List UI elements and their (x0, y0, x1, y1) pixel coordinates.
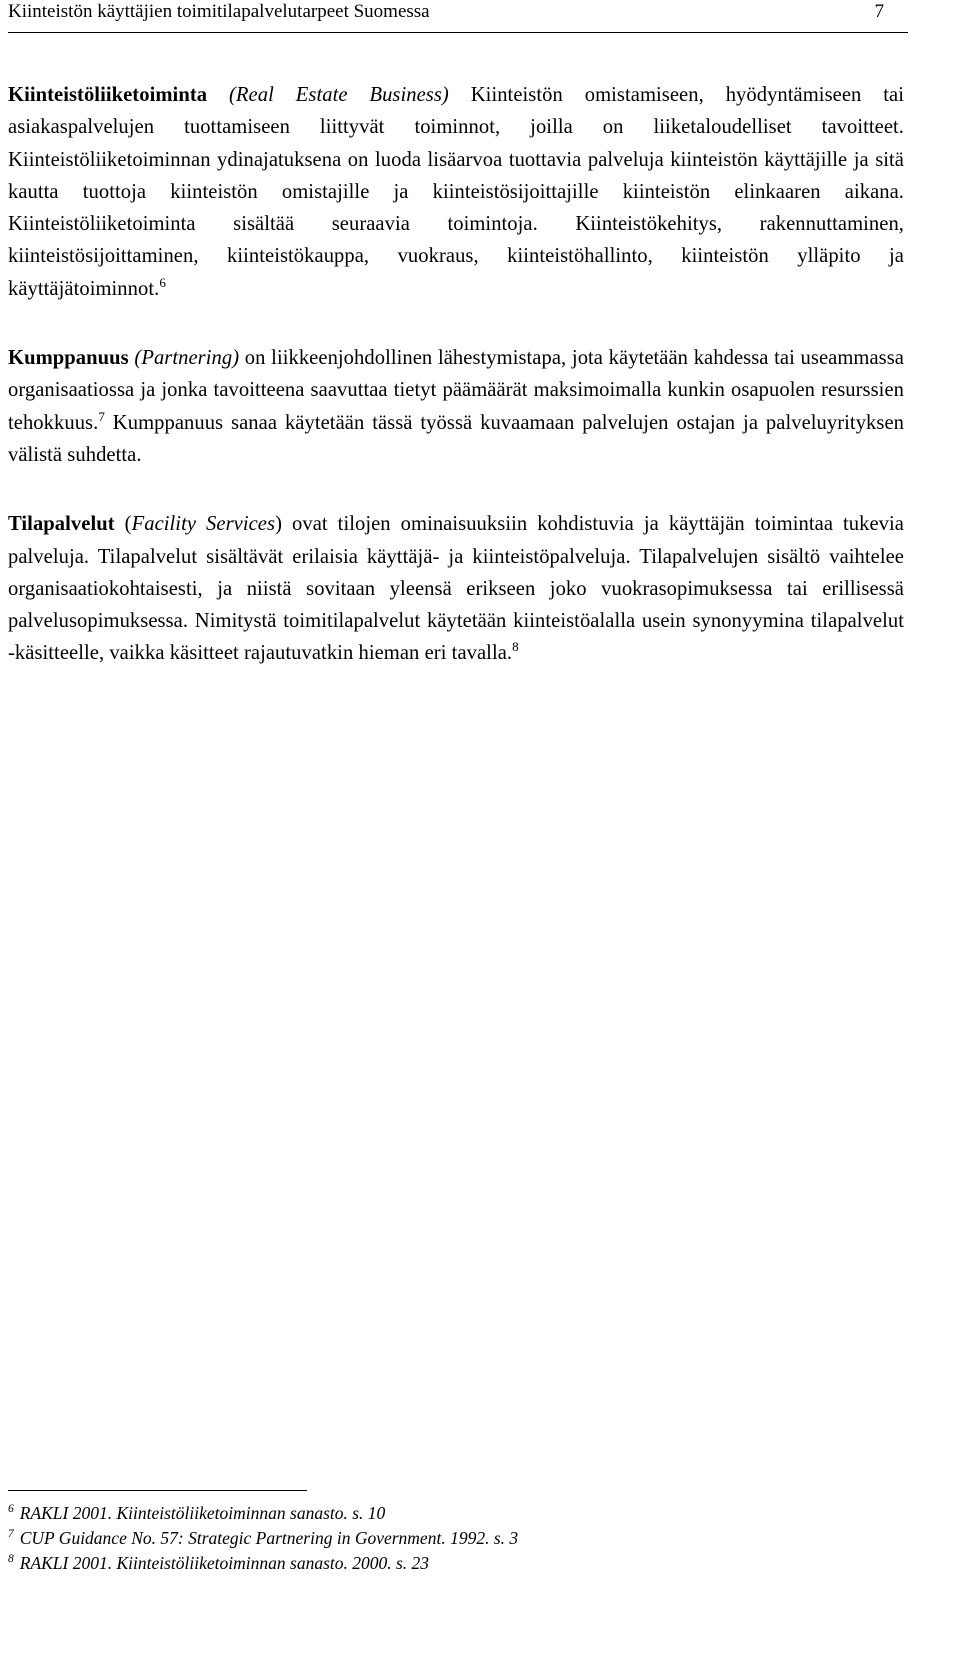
definition-term: Tilapalvelut (8, 513, 115, 536)
footnote-separator (8, 1490, 307, 1491)
footnote-number: 7 (8, 1528, 14, 1540)
paren-close: ) (275, 513, 282, 536)
definition-partnering (8, 342, 904, 471)
page-body (8, 79, 904, 707)
definition-term-translation-text: Facility Services (131, 513, 276, 536)
document-title: Kiinteistön käyttäjien toimitilapalvelutarpeet Suomessa (8, 1, 430, 22)
footnote-text: CUP Guidance No. 57: Strategic Partnering in Government. 1992. s. 3 (19, 1528, 519, 1548)
footnote-item (8, 1526, 908, 1551)
definition-term-translation: (Real Estate Business) (229, 84, 449, 106)
definition-body: on liikkeenjohdollinen lähestymistapa, jota käytetään kahdessa tai useammassa organisaatiossa ja jonka tavoitteena saavuttaa tietyt päämäärät maksimoimalla kunkin osapuolen resurssien tehokkuus. (8, 347, 904, 434)
definition-real-estate-business (8, 79, 904, 305)
definition-body: ovat tilojen ominaisuuksiin kohdistuvia ja käyttäjän toimintaa tukevia palveluja. Tilapalvelut sisältävät erilaisia käyttäjä- ja kiinteistöpalveluja. Tilapalvelujen sisältö vaihtelee organisaatiokohtaisesti, ja niistä sovitaan yleensä erikseen joko vuokrasopimuksessa tai erillisessä palvelusopimuksessa. Nimitystä toimitilapalvelut käytetään kiinteistöalalla usein synonyymina tilapalvelut -käsitteelle, vaikka käsitteet rajautuvatkin hieman eri tavalla. (8, 513, 904, 665)
footnote-text: RAKLI 2001. Kiinteistöliiketoiminnan sanasto. s. 10 (19, 1503, 386, 1523)
definition-term: Kumppanuus (8, 347, 129, 370)
paren-open: ( (124, 513, 132, 536)
running-header (8, 0, 908, 33)
footnote-reference[interactable]: 6 (159, 274, 166, 290)
definition-term-translation: (Partnering) (134, 347, 240, 370)
footnote-number: 8 (8, 1553, 14, 1565)
footnote-reference[interactable]: 7 (98, 408, 105, 424)
footnote-reference[interactable]: 8 (512, 639, 519, 655)
footnote-item (8, 1501, 908, 1526)
definition-body-tail: Kumppanuus sanaa käytetään tässä työssä kuvaamaan palvelujen ostajan ja palveluyrityksen välistä suhdetta. (8, 411, 904, 466)
footnote-text: RAKLI 2001. Kiinteistöliiketoiminnan sanasto. 2000. s. 23 (19, 1553, 430, 1573)
page-number: 7 (874, 1, 884, 22)
definition-body: Kiinteistön omistamiseen, hyödyntämiseen tai asiakaspalvelujen tuottamiseen liittyvät toiminnot, joilla on liiketaloudelliset tavoitteet. Kiinteistöliiketoiminnan ydinajatuksena on luoda lisäarvoa tuottavia palveluja kiinteistön käyttäjille ja sitä kautta tuottoja kiinteistön omistajille ja kiinteistösijoittajille kiinteistön elinkaaren aikana. Kiinteistöliiketoiminta sisältää seuraavia toimintoja. Kiinteistökehitys, rakennuttaminen, kiinteistösijoittaminen, kiinteistökauppa, vuokraus, kiinteistöhallinto, kiinteistön ylläpito ja käyttäjätoiminnot. (8, 84, 905, 300)
footnotes (8, 1501, 908, 1576)
definition-facility-services (8, 508, 904, 669)
definition-term: Kiinteistöliiketoiminta (8, 84, 208, 106)
definition-term-translation (125, 513, 282, 535)
footnote-number: 6 (8, 1503, 14, 1515)
footnote-item (8, 1551, 908, 1576)
